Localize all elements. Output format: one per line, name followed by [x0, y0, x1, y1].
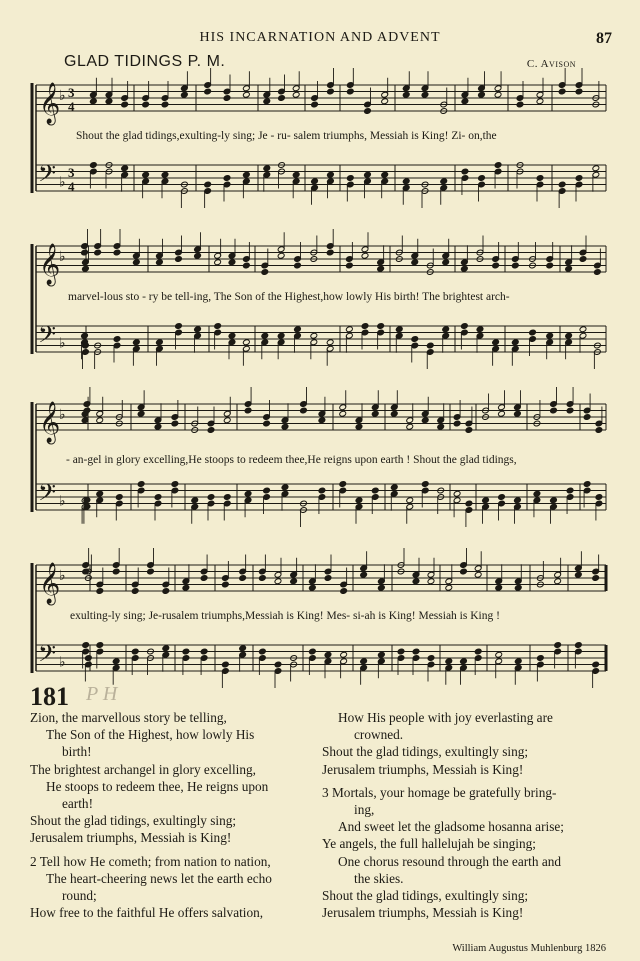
- note-head: [550, 407, 558, 414]
- page-number: 87: [596, 30, 612, 47]
- note-head: [200, 575, 208, 582]
- note-head: [161, 101, 169, 108]
- note-head: [207, 427, 215, 434]
- note-head: [592, 575, 600, 582]
- note-head: [377, 265, 385, 272]
- note-head: [243, 171, 251, 178]
- note-head: [181, 91, 189, 98]
- note-head: [558, 88, 566, 95]
- note-head: [346, 88, 354, 95]
- note-head: [411, 259, 419, 266]
- note-head: [133, 259, 141, 266]
- note-head: [324, 651, 332, 658]
- note-head: [228, 259, 236, 266]
- note-head: [311, 101, 319, 108]
- note-head: [327, 88, 335, 95]
- note-head: [377, 323, 385, 330]
- stanza-line: 3 Mortals, your homage be gratefully bring-: [322, 784, 557, 800]
- note-head: [575, 571, 583, 578]
- note-head: [364, 171, 372, 178]
- note-head: [310, 332, 318, 339]
- stanza-line: The heart-cheering news let the earth echo: [46, 870, 272, 886]
- note-head: [113, 336, 121, 343]
- lyric-line-2: marvel-lous sto - ry be tell-ing, The Son of the Highest,how lowly His birth! The brightest arch-: [68, 291, 510, 303]
- note-head: [182, 584, 190, 591]
- note-head: [546, 332, 554, 339]
- bass-clef-icon: 𝄢: [38, 478, 57, 512]
- note-head: [200, 648, 208, 655]
- note-head: [371, 487, 379, 494]
- stanza-line: Shout the glad tidings, exultingly sing;: [322, 744, 529, 760]
- note-head: [281, 484, 289, 491]
- note-head: [277, 252, 285, 259]
- note-head: [96, 588, 104, 595]
- note-head: [281, 423, 289, 430]
- treble-clef-icon: 𝄞: [39, 83, 61, 124]
- stanza-line: Jerusalem triumphs, Messiah is King!: [322, 905, 524, 921]
- note-head: [292, 171, 300, 178]
- note-head: [378, 651, 386, 658]
- note-head: [558, 181, 566, 188]
- note-head: [222, 581, 230, 588]
- note-head: [182, 648, 190, 655]
- flat-icon: ♭: [59, 174, 66, 191]
- note-head: [478, 91, 486, 98]
- flat-icon: ♭: [59, 568, 66, 584]
- note-head: [244, 490, 252, 497]
- note-head: [453, 420, 461, 427]
- note-head: [361, 252, 369, 259]
- note-head: [554, 578, 562, 585]
- note-head: [460, 658, 468, 665]
- note-head: [550, 497, 558, 504]
- note-head: [96, 417, 104, 424]
- stanza-line: ing,: [354, 802, 375, 818]
- note-head: [194, 252, 202, 259]
- note-head: [412, 578, 420, 585]
- note-head: [147, 568, 155, 575]
- note-head: [402, 91, 410, 98]
- note-head: [243, 262, 251, 269]
- note-head: [263, 165, 271, 172]
- note-head: [228, 332, 236, 339]
- note-head: [421, 481, 429, 488]
- note-head: [244, 407, 252, 414]
- stanza-line: round;: [62, 888, 97, 904]
- note-head: [494, 162, 502, 169]
- stanza-line: crowned.: [354, 727, 404, 743]
- hymn-title: GLAD TIDINGS P. M.: [64, 53, 226, 70]
- stanzas-right-column: [322, 709, 622, 921]
- note-head: [498, 494, 506, 501]
- note-head: [402, 178, 410, 185]
- stanza-line: How free to the faithful He offers salvation,: [30, 905, 264, 921]
- note-head: [361, 323, 369, 330]
- note-head: [131, 588, 139, 595]
- note-head: [261, 332, 269, 339]
- stanza-line: Shout the glad tidings, exultingly sing;: [322, 888, 529, 904]
- note-head: [263, 487, 271, 494]
- note-head: [442, 326, 450, 333]
- note-head: [494, 91, 502, 98]
- note-head: [94, 249, 102, 256]
- note-head: [142, 101, 150, 108]
- lyric-line-4: exulting-ly sing; Je-rusalem triumphs,Messiah is King! Mes- si-ah is King! Messiah is King !: [70, 610, 500, 622]
- note-head: [498, 410, 506, 417]
- flat-icon: ♭: [59, 335, 66, 352]
- bass-clef-icon: 𝄢: [38, 320, 57, 354]
- time-signature-bottom: 4: [68, 179, 75, 194]
- note-head: [259, 648, 267, 655]
- stanza-line: earth!: [62, 796, 94, 812]
- note-head: [85, 655, 93, 662]
- note-head: [355, 423, 363, 430]
- composer-credit: C. Avison: [526, 58, 576, 70]
- note-head: [82, 642, 90, 649]
- note-head: [112, 658, 120, 665]
- note-head: [346, 175, 354, 182]
- note-head: [96, 490, 104, 497]
- hymn-number: 181: [30, 682, 69, 711]
- note-head: [461, 323, 469, 330]
- note-head: [445, 584, 453, 591]
- note-head: [378, 584, 386, 591]
- note-head: [511, 339, 519, 346]
- note-head: [156, 259, 164, 266]
- note-head: [207, 494, 215, 501]
- note-head: [90, 98, 98, 105]
- note-head: [482, 497, 490, 504]
- stanza-line: Zion, the marvellous story be telling,: [30, 710, 227, 725]
- flat-icon: ♭: [59, 654, 66, 671]
- note-head: [294, 326, 302, 333]
- note-head: [259, 575, 267, 582]
- note-head: [223, 417, 231, 424]
- note-head: [595, 427, 603, 434]
- note-head: [324, 575, 332, 582]
- note-head: [533, 490, 541, 497]
- note-head: [566, 487, 574, 494]
- note-head: [495, 584, 503, 591]
- pencil-annotation: P H: [86, 683, 118, 705]
- note-head: [514, 658, 522, 665]
- note-head: [406, 497, 414, 504]
- note-head: [204, 181, 212, 188]
- stanza-line: And sweet let the gladsome hosanna arise;: [338, 819, 564, 835]
- note-head: [592, 661, 600, 668]
- note-head: [137, 410, 145, 417]
- note-head: [309, 648, 317, 655]
- note-head: [529, 329, 537, 336]
- note-head: [460, 568, 468, 575]
- note-head: [594, 269, 602, 276]
- note-head: [133, 339, 141, 346]
- flat-icon: ♭: [59, 493, 66, 510]
- note-head: [327, 171, 335, 178]
- note-head: [492, 339, 500, 346]
- stanza-line: He stoops to redeem thee, He reigns upon: [46, 778, 269, 794]
- note-head: [318, 417, 326, 424]
- stanza-line: The Son of the Highest, how lowly His: [46, 727, 255, 743]
- note-head: [478, 175, 486, 182]
- note-head: [421, 417, 429, 424]
- note-head: [222, 661, 230, 668]
- note-head: [96, 642, 104, 649]
- treble-clef-icon: 𝄞: [39, 402, 61, 443]
- note-head: [437, 423, 445, 430]
- note-head: [154, 423, 162, 430]
- note-head: [427, 655, 435, 662]
- note-head: [381, 98, 389, 105]
- note-head: [546, 262, 554, 269]
- treble-clef-icon: 𝄞: [39, 244, 61, 285]
- note-head: [516, 101, 524, 108]
- note-head: [476, 326, 484, 333]
- stanza-line: Jerusalem triumphs, Messiah is King!: [30, 830, 232, 846]
- note-head: [514, 584, 522, 591]
- note-head: [223, 95, 231, 102]
- stanza-line: Shout the glad tidings, exultingly sing;: [30, 813, 237, 829]
- note-head: [445, 658, 453, 665]
- treble-clef-icon: 𝄞: [39, 563, 61, 604]
- note-head: [461, 98, 469, 105]
- note-head: [565, 332, 573, 339]
- note-head: [194, 326, 202, 333]
- running-head: HIS INCARNATION AND ADVENT: [199, 30, 441, 45]
- bass-clef-icon: 𝄢: [38, 639, 57, 673]
- note-head: [411, 336, 419, 343]
- note-head: [90, 162, 98, 169]
- note-head: [340, 588, 348, 595]
- note-head: [575, 88, 583, 95]
- note-head: [421, 91, 429, 98]
- note-head: [239, 575, 247, 582]
- note-head: [575, 175, 583, 182]
- stanza-line: One chorus resound through the earth and: [338, 853, 562, 869]
- note-head: [263, 420, 271, 427]
- note-head: [340, 651, 348, 658]
- note-head: [339, 481, 347, 488]
- note-head: [318, 487, 326, 494]
- note-head: [294, 262, 302, 269]
- note-head: [131, 648, 139, 655]
- time-signature-bottom: 4: [68, 99, 75, 114]
- note-head: [274, 578, 282, 585]
- note-head: [326, 339, 334, 346]
- note-head: [105, 98, 113, 105]
- note-head: [346, 326, 354, 333]
- author-credit: William Augustus Muhlenburg 1826: [452, 943, 606, 954]
- note-head: [465, 500, 473, 507]
- note-head: [397, 648, 405, 655]
- stanzas-left-column: [30, 709, 320, 921]
- note-head: [592, 165, 600, 172]
- note-head: [81, 332, 89, 339]
- note-head: [595, 494, 603, 501]
- flat-icon: ♭: [59, 407, 66, 423]
- note-head: [453, 490, 461, 497]
- note-head: [290, 578, 298, 585]
- flat-icon: ♭: [59, 88, 66, 104]
- stanza-line: 2 Tell how He cometh; from nation to nation,: [30, 853, 271, 869]
- note-head: [355, 497, 363, 504]
- note-head: [112, 568, 120, 575]
- note-head: [239, 645, 247, 652]
- note-head: [364, 108, 372, 115]
- note-head: [214, 259, 222, 266]
- note-head: [81, 249, 89, 256]
- note-head: [426, 342, 434, 349]
- note-head: [492, 262, 500, 269]
- note-head: [156, 339, 164, 346]
- note-head: [514, 497, 522, 504]
- note-head: [461, 265, 469, 272]
- note-head: [371, 410, 379, 417]
- note-head: [214, 323, 222, 330]
- note-head: [300, 407, 308, 414]
- note-head: [278, 95, 286, 102]
- note-head: [390, 410, 398, 417]
- note-head: [171, 420, 179, 427]
- note-head: [465, 427, 473, 434]
- note-head: [536, 98, 544, 105]
- note-head: [243, 91, 251, 98]
- note-head: [583, 481, 591, 488]
- note-head: [292, 91, 300, 98]
- note-head: [311, 178, 319, 185]
- note-head: [554, 642, 562, 649]
- note-head: [142, 171, 150, 178]
- note-head: [326, 249, 334, 256]
- note-head: [274, 661, 282, 668]
- note-head: [309, 584, 317, 591]
- note-head: [395, 326, 403, 333]
- note-head: [191, 497, 199, 504]
- note-head: [263, 98, 271, 105]
- note-head: [390, 484, 398, 491]
- note-head: [566, 407, 574, 414]
- note-head: [381, 171, 389, 178]
- note-head: [474, 571, 482, 578]
- note-head: [154, 494, 162, 501]
- note-head: [171, 481, 179, 488]
- stanza-line: the skies.: [354, 870, 404, 886]
- lyric-line-1: Shout the glad tidings,exulting-ly sing; Je - ru- salem triumphs, Messiah is King! Zi- on,the: [76, 130, 497, 142]
- note-head: [360, 571, 368, 578]
- note-head: [575, 642, 583, 649]
- time-signature-top: 3: [68, 165, 75, 180]
- note-head: [277, 332, 285, 339]
- note-head: [261, 269, 269, 276]
- note-head: [565, 265, 573, 272]
- note-head: [223, 175, 231, 182]
- note-head: [175, 256, 183, 263]
- note-head: [537, 655, 545, 662]
- note-head: [121, 165, 129, 172]
- flat-icon: ♭: [59, 249, 66, 265]
- note-head: [121, 101, 129, 108]
- note-head: [346, 262, 354, 269]
- note-head: [339, 410, 347, 417]
- note-head: [162, 588, 170, 595]
- note-head: [461, 168, 469, 175]
- stanza-line: birth!: [62, 744, 92, 760]
- note-head: [579, 256, 587, 263]
- note-head: [175, 323, 183, 330]
- note-head: [113, 249, 121, 256]
- note-head: [412, 648, 420, 655]
- note-head: [223, 494, 231, 501]
- note-head: [115, 494, 123, 501]
- lyric-line-3: - an-gel in glory excelling,He stoops to redeem thee,He reigns upon earth ! Shout the glad tidings,: [66, 454, 517, 466]
- note-head: [579, 326, 587, 333]
- stanza-line: The brightest archangel in glory excelling,: [30, 761, 256, 777]
- note-head: [137, 481, 145, 488]
- time-signature-top: 3: [68, 85, 75, 100]
- note-head: [82, 265, 90, 272]
- note-head: [474, 648, 482, 655]
- stanza-line: Jerusalem triumphs, Messiah is King!: [322, 761, 524, 777]
- note-head: [360, 658, 368, 665]
- bass-clef-icon: 𝄢: [38, 159, 57, 193]
- note-head: [162, 645, 170, 652]
- stanza-line: How His people with joy everlasting are: [338, 710, 553, 725]
- note-head: [442, 259, 450, 266]
- note-head: [243, 339, 251, 346]
- note-head: [440, 178, 448, 185]
- note-head: [583, 414, 591, 421]
- note-head: [83, 407, 91, 414]
- note-head: [427, 578, 435, 585]
- note-head: [495, 651, 503, 658]
- note-head: [406, 423, 414, 430]
- note-head: [511, 262, 519, 269]
- note-head: [204, 88, 212, 95]
- note-head: [514, 410, 522, 417]
- note-head: [161, 171, 169, 178]
- stanza-line: Ye angels, the full hallelujah be singing;: [322, 836, 536, 852]
- note-head: [536, 175, 544, 182]
